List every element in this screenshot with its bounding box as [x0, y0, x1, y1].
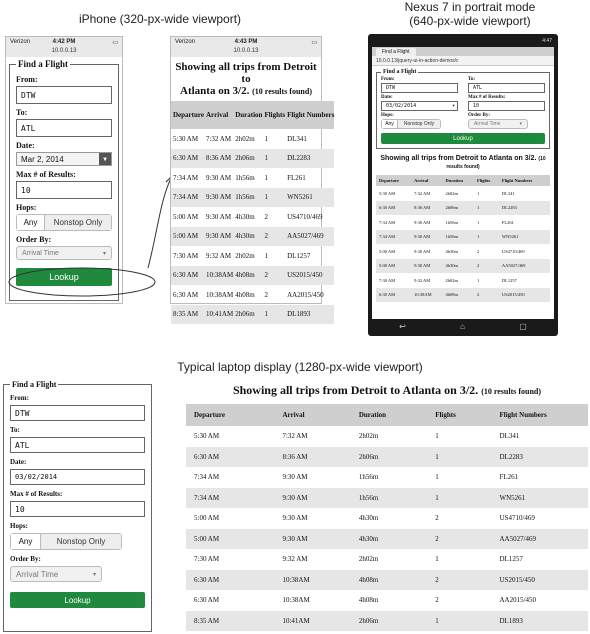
table-cell: 9:30 AM [411, 230, 442, 245]
max-results-input[interactable]: 10 [10, 501, 145, 517]
status-time: 4:47 [542, 38, 552, 44]
table-cell: 6:30 AM [194, 596, 220, 605]
table-cell: 5:30 AM [194, 432, 220, 441]
table-cell: DL1893 [285, 305, 334, 325]
hops-toggle [10, 533, 122, 550]
column-header: Flights [262, 101, 285, 129]
lookup-button[interactable]: Lookup [381, 133, 545, 144]
table-cell: 10:38AM [274, 570, 350, 591]
column-header: Duration [351, 404, 427, 426]
table-cell: 2h06m [351, 447, 427, 468]
caption-laptop: Typical laptop display (1280-px-wide viewport) [177, 360, 423, 374]
from-label: From: [10, 394, 29, 402]
table-cell: WN5261 [285, 188, 334, 208]
table-cell: 1h56m [235, 173, 255, 182]
results-heading [171, 57, 321, 101]
to-input[interactable]: ATL [468, 83, 545, 93]
table-cell: 6:30 AM [186, 447, 274, 468]
laptop-search-panel [3, 380, 152, 634]
hops-label: Hops: [16, 203, 37, 212]
table-cell: 9:30 AM [205, 212, 232, 221]
date-label: Date: [16, 141, 35, 150]
table-cell: 6:30 AM [173, 290, 199, 299]
table-row [186, 447, 588, 468]
table-cell: 7:30 AM [194, 555, 220, 564]
table-cell: 5:00 AM [186, 529, 274, 550]
table-cell: 9:30 AM [204, 188, 233, 208]
table-row [171, 168, 334, 188]
carrier-label: Verizon [175, 39, 196, 45]
table-cell: 2h02m [358, 555, 379, 564]
dropdown-arrow-icon: ▾ [519, 121, 522, 127]
table-cell: 6:30 AM [186, 570, 274, 591]
lookup-button[interactable]: Lookup [10, 592, 145, 608]
table-cell: 1 [264, 173, 268, 182]
results-heading-line1: Showing all trips from Detroit to [175, 61, 317, 85]
hops-toggle [381, 119, 441, 129]
table-cell: 1 [474, 230, 499, 245]
iphone-status-bar-2 [171, 37, 321, 57]
results-heading [376, 155, 550, 171]
table-cell: 1h56m [358, 473, 379, 482]
table-cell: 1 [435, 555, 439, 564]
date-picker[interactable]: 03/02/2014 [10, 469, 145, 485]
table-cell: 1 [262, 149, 285, 169]
table-cell: 4h30m [233, 227, 262, 247]
search-form [3, 380, 152, 632]
max-results-label: Max # of Results: [16, 170, 76, 179]
table-cell: 7:32 AM [282, 432, 308, 441]
address-bar[interactable]: 10.0.0.13/jquery-ui-in-action-demos/c [376, 57, 459, 64]
table-row [186, 426, 588, 447]
results-heading-text: Showing all trips from Detroit to Atlanta on 3/2. [380, 155, 537, 162]
android-recents-icon[interactable]: ▢ [519, 321, 527, 331]
table-cell: 2 [262, 266, 285, 286]
table-cell: 2h06m [351, 611, 427, 632]
to-input[interactable]: ATL [10, 437, 145, 453]
table-cell: AA2015/450 [287, 290, 324, 299]
table-cell: 2h02m [445, 277, 459, 283]
results-count: (10 results found) [481, 387, 542, 396]
table-cell: 1 [262, 188, 285, 208]
table-cell: 5:30 AM [379, 190, 396, 196]
table-cell: 1h56m [351, 488, 427, 509]
column-header: Flight Numbers [499, 175, 550, 186]
hops-nonstop-button[interactable]: Nonstop Only [41, 534, 121, 549]
table-cell: 2h06m [233, 305, 262, 325]
laptop-results-panel [186, 383, 588, 633]
search-form [376, 69, 550, 149]
table-row [171, 266, 334, 286]
table-cell: 1h56m [445, 219, 459, 225]
table-row [171, 227, 334, 247]
battery-icon: ▭ [311, 40, 317, 46]
table-cell: 6:30 AM [376, 288, 411, 303]
table-row [376, 288, 550, 303]
order-by-value: Arrival Time [16, 569, 59, 579]
table-cell: US4710/469 [287, 212, 323, 221]
table-cell: DL1257 [499, 555, 523, 564]
order-by-label: Order By: [16, 235, 52, 244]
table-cell: 5:00 AM [376, 259, 411, 274]
table-cell: 8:35 AM [171, 305, 204, 325]
column-header: Arrival [204, 101, 233, 129]
table-cell: 2 [474, 288, 499, 303]
hops-any-button[interactable]: Any [382, 120, 398, 128]
table-cell: WN5261 [499, 230, 550, 245]
table-row [171, 285, 334, 305]
table-cell: 9:30 AM [414, 248, 431, 254]
hops-label: Hops: [381, 113, 394, 118]
table-row [376, 244, 550, 259]
to-label: To: [10, 426, 20, 434]
hops-label: Hops: [10, 522, 28, 530]
dropdown-arrow-icon: ▾ [102, 250, 106, 257]
lookup-button[interactable]: Lookup [16, 268, 112, 286]
table-cell: 4h08m [233, 266, 262, 286]
max-results-label: Max # of Results: [468, 95, 506, 100]
table-cell: 9:30 AM [414, 219, 431, 225]
order-by-label: Order By: [10, 555, 41, 563]
table-cell: 7:34 AM [171, 188, 204, 208]
max-results-input[interactable]: 10 [16, 181, 112, 199]
date-label: Date: [381, 95, 393, 100]
table-row [376, 186, 550, 201]
table-cell: 1 [264, 134, 268, 143]
column-header: Duration [233, 101, 262, 129]
table-cell: 7:34 AM [173, 173, 199, 182]
table-row [171, 149, 334, 169]
column-header: Arrival [274, 404, 350, 426]
table-cell: 1 [427, 611, 491, 632]
table-cell: 9:30 AM [282, 473, 308, 482]
order-by-select[interactable] [10, 566, 102, 582]
table-cell: 2h06m [233, 149, 262, 169]
table-cell: US4710/469 [501, 248, 525, 254]
table-cell: 9:30 AM [282, 514, 308, 523]
table-cell: 1 [264, 251, 268, 260]
table-cell: US4710/469 [499, 514, 535, 523]
column-header: Departure [376, 175, 411, 186]
table-cell: 1 [435, 473, 439, 482]
table-cell: 1 [476, 190, 480, 196]
table-cell: 2 [264, 290, 268, 299]
column-header: Departure [186, 404, 274, 426]
table-cell: DL2283 [285, 149, 334, 169]
caption-iphone: iPhone (320-px-wide viewport) [78, 12, 242, 26]
carrier-label: Verizon [10, 39, 31, 45]
nexus-status-bar [372, 38, 554, 47]
table-cell: 1h56m [443, 230, 474, 245]
table-cell: 7:30 AM [379, 277, 396, 283]
form-legend: Find a Flight [12, 380, 57, 389]
to-label: To: [468, 77, 476, 82]
table-cell: FL261 [287, 173, 306, 182]
table-cell: 10:41AM [274, 611, 350, 632]
results-count: (10 results found) [252, 87, 312, 96]
address-bar[interactable]: 10.0.0.13 [233, 48, 259, 54]
table-cell: 2 [435, 596, 439, 605]
table-cell: 1 [427, 488, 491, 509]
table-cell: AA2015/450 [499, 596, 537, 605]
iphone-status-bar [6, 37, 122, 57]
date-picker[interactable] [381, 101, 458, 111]
table-row [171, 129, 334, 149]
table-cell: 6:30 AM [171, 149, 204, 169]
table-row [186, 611, 588, 632]
table-cell: AA5027/469 [492, 529, 589, 550]
table-cell: 5:00 AM [171, 227, 204, 247]
table-cell: 9:30 AM [274, 488, 350, 509]
nexus-tab-strip [372, 47, 554, 56]
table-cell: DL1257 [287, 251, 311, 260]
results-table [171, 101, 334, 324]
table-row [171, 207, 334, 227]
hops-nonstop-button[interactable]: Nonstop Only [398, 120, 440, 128]
table-cell: 9:30 AM [411, 259, 442, 274]
table-row [186, 590, 588, 611]
results-table [186, 404, 588, 631]
table-cell: 5:00 AM [173, 212, 199, 221]
table-row [186, 467, 588, 488]
table-cell: 5:00 AM [194, 514, 220, 523]
order-by-select[interactable] [468, 119, 528, 129]
nexus-device [368, 34, 558, 336]
dropdown-arrow-icon: ▾ [92, 571, 96, 578]
table-cell: 2h02m [445, 190, 459, 196]
from-label: From: [381, 77, 395, 82]
order-by-value: Arrival Time [474, 121, 501, 127]
table-row [171, 246, 334, 266]
table-cell: 5:30 AM [173, 134, 199, 143]
table-row [171, 188, 334, 208]
table-cell: 8:36 AM [411, 201, 442, 216]
browser-tab[interactable]: Find a Flight [376, 48, 416, 56]
form-legend: Find a Flight [18, 59, 69, 69]
table-cell: US2015/450 [285, 266, 334, 286]
from-input[interactable]: DTW [16, 86, 112, 104]
table-cell: 2 [435, 514, 439, 523]
column-header: Arrival [411, 175, 442, 186]
dropdown-arrow-icon: ▾ [451, 103, 455, 109]
table-cell: 1 [262, 305, 285, 325]
table-cell: 2h02m [358, 432, 379, 441]
from-input[interactable]: DTW [10, 405, 145, 421]
order-by-label: Order By: [468, 113, 490, 118]
table-row [186, 570, 588, 591]
table-cell: DL1257 [501, 277, 517, 283]
date-label: Date: [10, 458, 27, 466]
table-cell: 6:30 AM [376, 201, 411, 216]
table-cell: 10:38AM [204, 266, 233, 286]
column-header: Departure [171, 101, 204, 129]
table-row [171, 305, 334, 325]
table-cell: DL341 [287, 134, 307, 143]
column-header: Flight Numbers [285, 101, 334, 129]
date-value: 03/02/2014 [386, 103, 417, 109]
table-cell: 2h02m [235, 134, 255, 143]
table-cell: 8:35 AM [186, 611, 274, 632]
table-cell: 4h08m [351, 570, 427, 591]
table-cell: DL2283 [499, 201, 550, 216]
hops-nonstop-button[interactable]: Nonstop Only [45, 215, 111, 230]
table-cell: 10:38AM [205, 290, 234, 299]
android-nav-bar [372, 319, 554, 333]
max-results-input[interactable]: 10 [468, 101, 545, 111]
table-cell: 10:38AM [411, 288, 442, 303]
table-cell: AA5027/469 [285, 227, 334, 247]
table-cell: DL1893 [492, 611, 589, 632]
max-results-label: Max # of Results: [10, 490, 63, 498]
table-cell: 8:36 AM [274, 447, 350, 468]
table-cell: DL341 [501, 190, 515, 196]
table-row [376, 259, 550, 274]
table-cell: 1h56m [233, 188, 262, 208]
battery-icon: ▭ [112, 40, 118, 46]
table-cell: 2 [262, 227, 285, 247]
column-header: Flights [427, 404, 491, 426]
nexus-address-bar[interactable] [372, 56, 554, 66]
results-heading-text: Showing all trips from Detroit to Atlanta on 3/2. [232, 383, 479, 397]
table-cell: 2 [427, 570, 491, 591]
column-header: Flights [474, 175, 499, 186]
table-cell: 4h08m [443, 288, 474, 303]
table-cell: 9:32 AM [414, 277, 431, 283]
status-time: 4:43 PM [234, 39, 258, 45]
table-cell: FL261 [501, 219, 514, 225]
order-by-value: Arrival Time [22, 249, 59, 257]
table-cell: WN5261 [492, 488, 589, 509]
results-heading-line2: Atlanta on 3/2. [180, 85, 250, 97]
table-cell: 9:30 AM [204, 227, 233, 247]
table-cell: 7:34 AM [186, 488, 274, 509]
table-cell: 2 [427, 529, 491, 550]
lookup-highlight-ellipse [9, 268, 155, 296]
address-bar[interactable]: 10.0.0.13 [51, 48, 77, 54]
table-cell: US2015/450 [499, 288, 550, 303]
iphone-results-screen [170, 36, 335, 319]
column-header: Duration [443, 175, 474, 186]
results-table [376, 175, 550, 302]
hops-any-button[interactable]: Any [17, 215, 45, 230]
table-cell: 9:32 AM [282, 555, 308, 564]
table-cell: 4h30m [443, 259, 474, 274]
table-cell: 9:30 AM [274, 529, 350, 550]
table-row [376, 230, 550, 245]
caption-nexus [370, 0, 570, 28]
table-cell: 4h30m [235, 212, 255, 221]
to-label: To: [16, 108, 28, 117]
table-cell: 1 [476, 219, 480, 225]
table-cell: 8:36 AM [204, 149, 233, 169]
column-header: Flight Numbers [492, 404, 589, 426]
table-cell: DL2283 [492, 447, 589, 468]
hops-any-button[interactable]: Any [11, 534, 41, 549]
table-cell: 4h30m [445, 248, 459, 254]
to-input[interactable]: ATL [16, 119, 112, 137]
caption-nexus-line1: Nexus 7 in portrait mode [404, 0, 536, 14]
table-cell: 4h08m [358, 596, 379, 605]
table-cell: 2 [476, 248, 480, 254]
table-cell: 9:32 AM [205, 251, 232, 260]
table-cell: 2 [474, 259, 499, 274]
table-cell: 2h06m [443, 201, 474, 216]
table-cell: 5:00 AM [379, 248, 396, 254]
table-cell: 7:30 AM [173, 251, 199, 260]
date-value: Mar 2, 2014 [21, 154, 64, 164]
table-cell: 1 [474, 201, 499, 216]
table-cell: DL341 [499, 432, 520, 441]
nexus-page [372, 66, 554, 319]
table-cell: 6:30 AM [171, 266, 204, 286]
caption-nexus-line2: (640-px-wide viewport) [409, 14, 531, 28]
table-cell: 7:34 AM [376, 230, 411, 245]
table-row [376, 215, 550, 230]
form-legend: Find a Flight [383, 69, 417, 75]
table-row [376, 273, 550, 288]
table-cell: 4h30m [358, 514, 379, 523]
table-cell: 7:34 AM [194, 473, 220, 482]
callout-arrow [0, 140, 180, 310]
table-row [376, 201, 550, 216]
results-heading [186, 383, 588, 398]
table-cell: 1 [476, 277, 480, 283]
status-time: 4:42 PM [52, 39, 76, 45]
table-cell: 1 [427, 447, 491, 468]
connector-line [148, 176, 172, 268]
table-cell: 9:30 AM [205, 173, 232, 182]
table-cell: FL261 [499, 473, 519, 482]
table-row [186, 508, 588, 529]
table-cell: 10:41AM [204, 305, 233, 325]
table-cell: 10:38AM [282, 596, 310, 605]
table-cell: 1 [435, 432, 439, 441]
table-cell: 4h30m [351, 529, 427, 550]
table-cell: 7:32 AM [205, 134, 232, 143]
table-cell: AA5027/469 [499, 259, 550, 274]
dropdown-arrow-icon: ▼ [99, 153, 111, 165]
table-cell: 2 [264, 212, 268, 221]
table-row [186, 549, 588, 570]
results-count: (10 results found) [446, 156, 546, 170]
table-row [186, 488, 588, 509]
from-input[interactable]: DTW [381, 83, 458, 93]
android-back-icon[interactable]: ↩ [399, 321, 406, 331]
table-cell: 7:32 AM [414, 190, 431, 196]
from-label: From: [16, 75, 38, 84]
table-cell: 7:34 AM [379, 219, 396, 225]
table-row [186, 529, 588, 550]
table-cell: 4h08m [235, 290, 255, 299]
table-cell: 2h02m [235, 251, 255, 260]
table-cell: US2015/450 [492, 570, 589, 591]
android-home-icon[interactable]: ⌂ [460, 321, 465, 331]
